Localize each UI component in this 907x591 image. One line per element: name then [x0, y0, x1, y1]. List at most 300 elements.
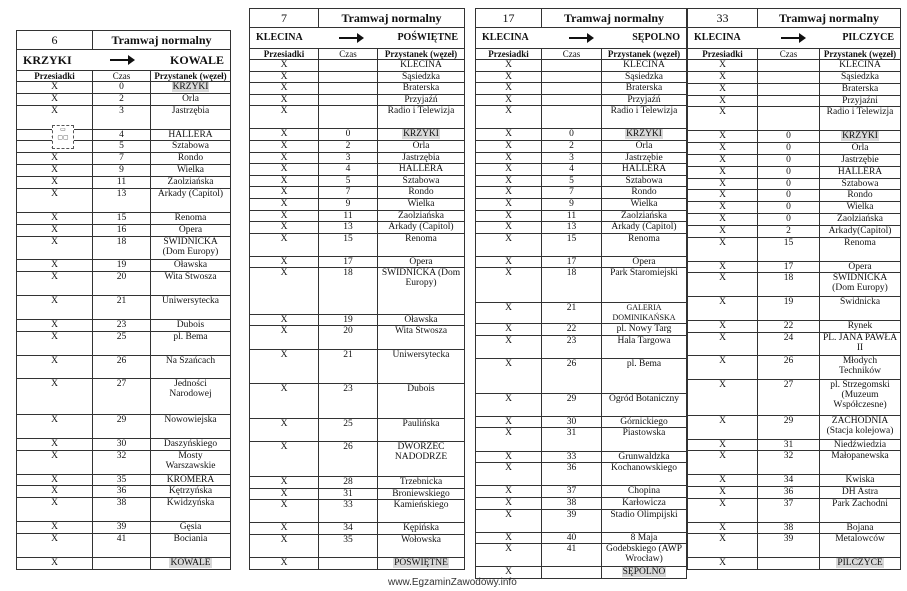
stop-cell — [820, 154, 901, 166]
transfer-mark: X — [51, 165, 58, 176]
stop-name: Rondo — [847, 190, 873, 201]
stop-name: Rondo — [408, 187, 434, 198]
stop-name: Sztabowa — [402, 175, 440, 186]
table-row — [476, 164, 687, 176]
time-cell — [758, 226, 820, 238]
time-cell — [542, 175, 602, 187]
time-cell — [93, 296, 151, 320]
transfer-cell — [476, 198, 542, 210]
stop-cell — [151, 438, 231, 450]
column-header-col1: Przesiadki — [688, 49, 758, 60]
stop-cell — [820, 261, 901, 273]
table-row — [476, 497, 687, 509]
stop-cell — [378, 477, 465, 489]
stop-name: Stadio Olimpijski — [610, 509, 678, 520]
stop-name: Zaolziańska — [398, 210, 444, 221]
time-cell — [319, 71, 378, 83]
time-cell — [93, 319, 151, 331]
table-row — [476, 60, 687, 72]
transfer-cell — [688, 83, 758, 95]
transfer-mark: X — [719, 202, 726, 213]
time-cell — [93, 450, 151, 474]
stop-cell — [820, 202, 901, 214]
time-value: 17 — [783, 261, 794, 272]
time-value: 39 — [783, 534, 794, 545]
stop-name: Opera — [178, 224, 203, 235]
time-cell — [542, 416, 602, 428]
stop-name: Przyjaźń — [404, 94, 438, 105]
time-cell — [93, 165, 151, 177]
time-value: 13 — [343, 222, 353, 233]
direction-to: POŚWIĘTNE — [397, 32, 459, 43]
transfer-cell — [476, 233, 542, 256]
transfer-mark: X — [51, 296, 58, 307]
time-value: 35 — [116, 474, 127, 485]
stop-name: Kamieńskiego — [393, 500, 449, 511]
stop-name: Rynek — [847, 320, 873, 331]
stop-name: Oławska — [173, 260, 208, 271]
time-cell — [319, 175, 378, 187]
table-row — [476, 544, 687, 567]
transfer-mark: X — [280, 500, 288, 511]
transfer-mark: X — [719, 273, 726, 284]
table-row — [688, 214, 901, 226]
transfer-mark: X — [280, 222, 288, 233]
time-cell — [542, 335, 602, 358]
time-value: 32 — [783, 451, 794, 462]
stop-name: Wołowska — [401, 534, 441, 545]
stop-name: KRZYKI — [842, 131, 878, 142]
stop-name: Wita Stwosza — [394, 326, 448, 337]
stop-cell — [820, 558, 901, 570]
transfer-mark: X — [51, 331, 58, 342]
table-row — [17, 415, 231, 439]
transfer-cell — [17, 415, 93, 439]
stop-name: KRZYKI — [403, 129, 439, 140]
transfer-cell — [476, 129, 542, 141]
transfer-mark: X — [505, 416, 512, 427]
stop-cell — [602, 164, 687, 176]
time-cell — [758, 237, 820, 261]
stop-name: Daszyńskiego — [163, 438, 218, 449]
direction-to: PILCZYCE — [842, 32, 894, 43]
stop-cell — [602, 141, 687, 153]
table-row — [476, 463, 687, 486]
stop-name: KRZYKI — [626, 129, 662, 140]
stop-cell — [151, 272, 231, 296]
time-value: 15 — [566, 233, 577, 244]
stop-name: Renoma — [628, 233, 660, 244]
table-row — [250, 419, 465, 442]
stop-cell — [151, 212, 231, 224]
time-value: 0 — [786, 214, 791, 225]
transfer-cell — [17, 450, 93, 474]
table-row — [688, 486, 901, 498]
transfer-mark: X — [505, 83, 512, 94]
transfer-cell — [688, 261, 758, 273]
transfer-mark: X — [505, 198, 512, 209]
stop-name: Uniwersytecka — [162, 296, 219, 307]
time-cell — [542, 497, 602, 509]
transfer-cell — [688, 451, 758, 475]
transfer-cell — [476, 335, 542, 358]
transfer-mark: X — [719, 261, 726, 272]
time-cell — [93, 486, 151, 498]
transfer-cell — [17, 522, 93, 534]
stop-name: Uniwersytecka — [392, 349, 450, 360]
time-cell — [758, 178, 820, 190]
transfer-mark: X — [719, 475, 726, 486]
table-row — [250, 164, 465, 176]
stop-name: HALLERA — [837, 166, 883, 177]
time-value: 0 — [569, 129, 574, 140]
time-cell — [542, 233, 602, 256]
time-value: 0 — [786, 143, 791, 154]
stop-cell — [820, 522, 901, 534]
transfer-mark: X — [505, 358, 512, 369]
transfer-cell — [250, 384, 319, 419]
transfer-mark: X — [719, 498, 726, 509]
stop-name: Park Zachodni — [832, 498, 888, 509]
stop-name: SĘPOLNO — [622, 567, 666, 578]
time-value: 11 — [343, 210, 353, 221]
transfer-cell — [688, 71, 758, 83]
time-cell — [542, 164, 602, 176]
stop-cell — [151, 296, 231, 320]
transfer-mark: X — [719, 380, 726, 391]
stop-name: Jastrzębia — [402, 152, 440, 163]
stop-cell — [378, 233, 465, 256]
stop-cell — [378, 488, 465, 500]
transfer-cell — [476, 106, 542, 129]
stop-cell — [602, 256, 687, 268]
table-row — [250, 534, 465, 557]
stop-name: Arkady (Capitol) — [611, 222, 677, 233]
timetable-7 — [249, 8, 465, 570]
stop-cell — [151, 260, 231, 272]
time-cell — [319, 83, 378, 95]
transfer-cell — [250, 175, 319, 187]
stop-name: pl. Bema — [173, 331, 208, 342]
transfer-mark: X — [505, 428, 512, 439]
time-cell — [542, 567, 602, 579]
table-row — [17, 498, 231, 522]
time-cell — [319, 233, 378, 256]
transfer-mark: X — [719, 226, 726, 237]
time-cell — [319, 558, 378, 570]
stop-cell — [378, 210, 465, 222]
table-row — [688, 226, 901, 238]
transfer-cell — [476, 544, 542, 567]
stop-name: Radio i Telewizja — [387, 106, 455, 117]
time-cell — [758, 498, 820, 522]
time-value: 7 — [569, 187, 574, 198]
transfer-mark: X — [719, 237, 726, 248]
stop-name: Orla — [635, 141, 653, 152]
time-cell — [93, 141, 151, 153]
time-cell — [319, 256, 378, 268]
time-cell — [542, 428, 602, 451]
stop-cell — [820, 380, 901, 416]
stop-cell — [602, 152, 687, 164]
column-header-col2: Czas — [758, 49, 820, 60]
stop-cell — [378, 384, 465, 419]
transfer-cell — [17, 534, 93, 558]
stop-cell — [820, 297, 901, 321]
stop-cell — [602, 233, 687, 256]
transfer-cell — [688, 356, 758, 380]
timetable-17 — [475, 8, 687, 579]
table-row — [688, 498, 901, 522]
table-row — [688, 202, 901, 214]
time-value: 27 — [116, 379, 127, 390]
stop-name: DH Astra — [841, 486, 879, 497]
time-value: 15 — [343, 233, 353, 244]
stop-cell — [151, 153, 231, 165]
stop-name: Opera — [409, 256, 433, 267]
table-row — [688, 534, 901, 558]
stop-name: Sztabowa — [625, 175, 663, 186]
transfer-cell — [476, 71, 542, 83]
stop-cell — [151, 236, 231, 260]
transfer-cell — [476, 141, 542, 153]
time-value: 0 — [786, 166, 791, 177]
stop-name: ŚWIDNICKA (Dom Europy) — [832, 273, 888, 294]
stop-name: PL. JANA PAWŁA II — [822, 332, 898, 353]
time-value: 0 — [786, 131, 791, 142]
time-value: 41 — [116, 534, 127, 545]
transfer-mark: X — [719, 320, 726, 331]
stop-cell — [378, 222, 465, 234]
time-value: 15 — [116, 212, 127, 223]
transfer-mark: X — [505, 233, 512, 244]
stop-name: Małopanewska — [831, 451, 889, 462]
transfer-mark: X — [51, 450, 58, 461]
stop-name: POŚWIĘTNE — [394, 558, 448, 569]
time-cell — [319, 384, 378, 419]
transfer-cell — [688, 166, 758, 178]
timetable-6 — [16, 30, 231, 570]
time-value: 38 — [116, 498, 127, 509]
transfer-cell — [17, 486, 93, 498]
transfer-mark: X — [505, 256, 512, 267]
time-cell — [319, 314, 378, 326]
time-cell — [93, 260, 151, 272]
time-cell — [542, 106, 602, 129]
line-type: Tramwaj normalny — [542, 9, 687, 28]
transfer-mark: X — [719, 486, 726, 497]
time-cell — [93, 189, 151, 213]
line-type: Tramwaj normalny — [758, 9, 901, 28]
transfer-cell — [688, 143, 758, 155]
arrow-right-icon — [781, 37, 803, 39]
stop-name: Hala Targowa — [617, 335, 671, 346]
time-cell — [93, 129, 151, 141]
stop-cell — [602, 532, 687, 544]
time-cell — [758, 202, 820, 214]
column-header-col1: Przesiadki — [250, 49, 319, 60]
time-cell — [758, 522, 820, 534]
time-value: 29 — [783, 415, 794, 426]
transfer-cell — [688, 475, 758, 487]
arrow-right-icon — [569, 37, 591, 39]
time-cell — [319, 477, 378, 489]
column-header-col2: Czas — [93, 71, 151, 82]
time-cell — [319, 164, 378, 176]
stop-name: Niedźwiedzia — [833, 439, 887, 450]
time-value: 9 — [345, 198, 351, 209]
time-cell — [758, 154, 820, 166]
table-row — [17, 450, 231, 474]
transfer-mark: X — [719, 356, 726, 367]
stop-name: Chopina — [627, 486, 661, 497]
stop-name: Mosty Warszawskie — [165, 450, 216, 471]
stop-name: Opera — [848, 261, 872, 272]
table-row — [250, 500, 465, 523]
time-cell — [93, 474, 151, 486]
time-value: 20 — [343, 326, 353, 337]
table-row — [688, 143, 901, 155]
stop-cell — [820, 131, 901, 143]
time-cell — [542, 532, 602, 544]
transfer-cell — [688, 190, 758, 202]
table-row — [476, 303, 687, 324]
transfer-cell — [476, 94, 542, 106]
table-row — [17, 212, 231, 224]
column-header-col3: Przystanek (węzeł) — [602, 49, 687, 60]
transfer-cell — [688, 273, 758, 297]
time-value: 21 — [116, 296, 127, 307]
stop-name: Wielka — [630, 198, 658, 209]
table-row — [688, 190, 901, 202]
table-row — [17, 331, 231, 355]
table-row — [476, 83, 687, 95]
transfer-cell — [476, 210, 542, 222]
time-value: 3 — [345, 152, 351, 163]
transfer-cell — [476, 222, 542, 234]
stop-cell — [378, 198, 465, 210]
transfer-cell — [250, 268, 319, 314]
transfer-cell — [17, 224, 93, 236]
stop-name: Radio i Telewizja — [826, 107, 894, 118]
time-value: 31 — [343, 488, 353, 499]
time-value: 0 — [119, 82, 124, 92]
time-cell — [542, 268, 602, 303]
time-cell — [758, 439, 820, 451]
transfer-mark: X — [719, 143, 726, 154]
time-value: 4 — [119, 129, 124, 140]
time-cell — [319, 500, 378, 523]
stop-cell — [820, 226, 901, 238]
stop-name: Radio i Telewizja — [610, 106, 678, 117]
table-row — [17, 177, 231, 189]
transfer-mark: X — [719, 332, 726, 343]
time-value: 0 — [786, 202, 791, 213]
stop-cell — [151, 498, 231, 522]
stop-name: Piastowska — [622, 428, 666, 439]
table-row — [17, 355, 231, 379]
time-value: 36 — [783, 486, 794, 497]
table-row — [688, 451, 901, 475]
transfer-cell — [250, 60, 319, 72]
stop-cell — [151, 450, 231, 474]
time-value: 33 — [343, 500, 353, 511]
transfer-cell — [688, 558, 758, 570]
transfer-cell — [688, 522, 758, 534]
transfer-mark: X — [505, 94, 512, 105]
direction-from: KLECINA — [694, 32, 741, 43]
table-row — [476, 451, 687, 463]
time-value: 25 — [116, 331, 127, 342]
time-cell — [319, 94, 378, 106]
transfer-mark: X — [719, 60, 726, 70]
time-cell — [319, 60, 378, 72]
time-value: 37 — [783, 498, 794, 509]
transfer-cell — [17, 355, 93, 379]
stop-cell — [151, 129, 231, 141]
stop-cell — [151, 534, 231, 558]
stop-cell — [378, 523, 465, 535]
time-cell — [319, 198, 378, 210]
time-value: 25 — [343, 419, 353, 430]
stop-name: Braterska — [841, 83, 879, 94]
time-cell — [319, 534, 378, 557]
stop-name: Kętrzyńska — [168, 486, 213, 497]
transfer-mark: X — [51, 177, 58, 188]
time-cell — [542, 324, 602, 336]
transfer-cell — [688, 226, 758, 238]
table-row — [476, 268, 687, 303]
stop-cell — [820, 107, 901, 131]
stop-cell — [602, 335, 687, 358]
transfer-mark: X — [51, 272, 58, 283]
stop-cell — [820, 71, 901, 83]
stop-cell — [602, 106, 687, 129]
time-value: 17 — [566, 256, 577, 267]
stop-cell — [602, 268, 687, 303]
transfer-cell — [250, 141, 319, 153]
time-cell — [758, 486, 820, 498]
transfer-mark: X — [719, 297, 726, 308]
stop-name: Karłowicza — [622, 497, 666, 508]
transfer-cell — [476, 451, 542, 463]
transfer-mark: X — [505, 106, 512, 117]
transfer-mark: X — [719, 190, 726, 201]
transfer-cell — [250, 106, 319, 129]
transfer-cell — [476, 416, 542, 428]
transfer-cell — [476, 509, 542, 532]
table-row — [17, 236, 231, 260]
transfer-cell — [17, 212, 93, 224]
stop-cell — [378, 500, 465, 523]
table-row — [17, 93, 231, 105]
time-cell — [758, 332, 820, 356]
time-cell — [758, 320, 820, 332]
table-row — [688, 107, 901, 131]
table-row — [476, 324, 687, 336]
transfer-cell — [688, 415, 758, 439]
transfer-mark: X — [51, 379, 58, 390]
table-row — [250, 198, 465, 210]
stop-name: Zaolziańska — [621, 210, 667, 221]
transfer-cell — [17, 296, 93, 320]
direction-to: SĘPOLNO — [632, 32, 681, 43]
stop-name: KROMERA — [166, 474, 215, 485]
time-value: 28 — [343, 477, 353, 488]
stop-cell — [820, 415, 901, 439]
transfer-cell — [250, 419, 319, 442]
direction — [250, 28, 465, 49]
